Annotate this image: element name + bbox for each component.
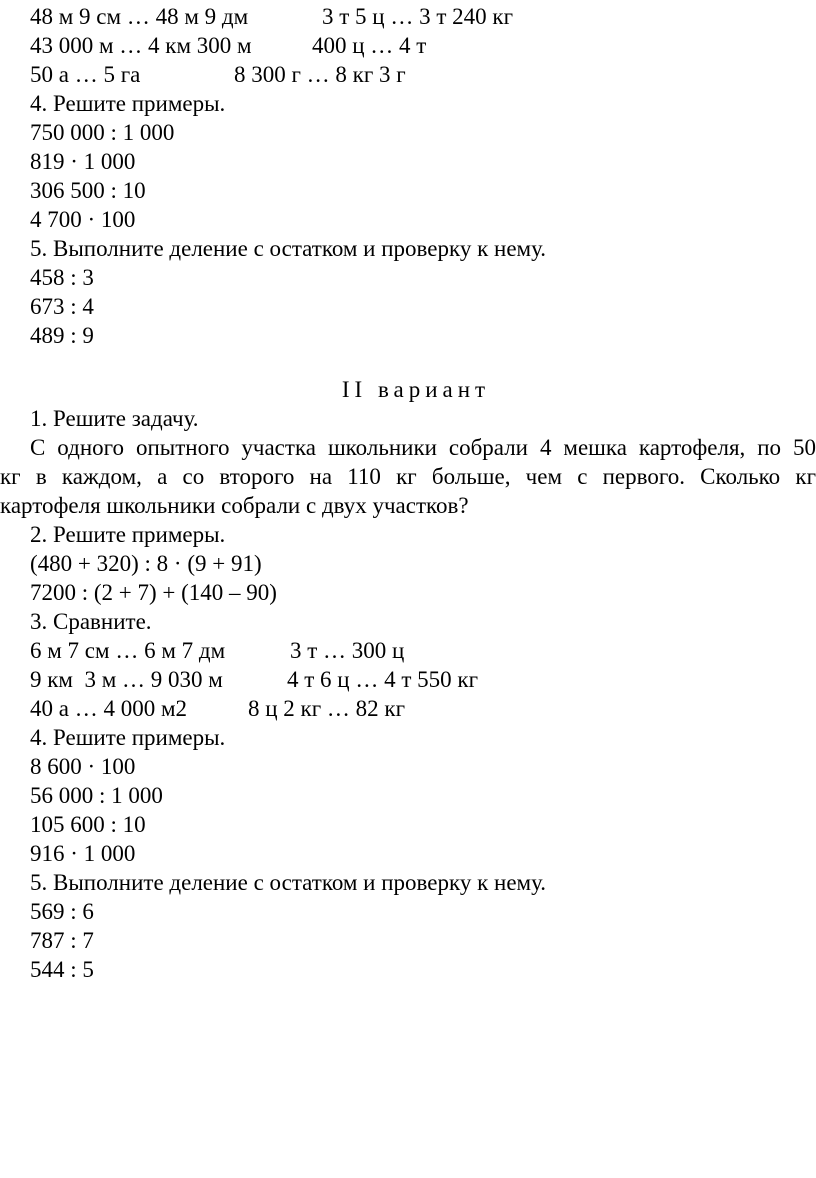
example-item: 4 700 · 100 [30,207,136,232]
task-title: 1. Решите задачу. [30,406,199,431]
task-title: 2. Решите примеры. [30,522,226,547]
compare-left: 48 м 9 см … 48 м 9 дм [30,4,249,29]
compare-left: 9 км 3 м … 9 030 м [30,667,223,692]
task-title: 5. Выполните деление с остатком и проверку к нему. [30,236,547,261]
compare-left: 6 м 7 см … 6 м 7 дм [30,638,226,663]
compare-row [0,665,816,694]
compare-row [0,694,816,723]
division-item: 787 : 7 [30,928,94,953]
compare-row [0,31,816,60]
compare-row [0,636,816,665]
problem-text-line: картофеля школьники собрали с двух участков? [0,493,469,518]
task-title: 5. Выполните деление с остатком и проверку к нему. [30,870,547,895]
compare-right: 400 ц … 4 т [312,33,427,58]
division-item: 489 : 9 [30,323,94,348]
division-item: 458 : 3 [30,265,94,290]
compare-right: 3 т … 300 ц [290,638,405,663]
compare-row [0,2,816,31]
problem-text-line: С одного опытного участка школьники собрали 4 мешка картофеля, по 50 [30,435,816,460]
compare-right: 8 300 г … 8 кг 3 г [234,62,406,87]
compare-row [0,60,816,89]
example-item: 916 · 1 000 [30,841,136,866]
task-title: 4. Решите примеры. [30,91,226,116]
expression-item: 7200 : (2 + 7) + (140 – 90) [30,580,277,605]
compare-right: 3 т 5 ц … 3 т 240 кг [322,4,514,29]
task-title: 3. Сравните. [30,609,152,634]
example-item: 56 000 : 1 000 [30,783,163,808]
compare-left: 43 000 м … 4 км 300 м [30,33,252,58]
task-title: 4. Решите примеры. [30,725,226,750]
compare-left: 40 а … 4 000 м2 [30,696,188,721]
example-item: 8 600 · 100 [30,754,136,779]
expression-item: (480 + 320) : 8 · (9 + 91) [30,551,262,576]
problem-text-line: кг в каждом, а со второго на 110 кг больше, чем с первого. Сколько кг [0,464,816,489]
example-item: 750 000 : 1 000 [30,120,175,145]
compare-left: 50 а … 5 га [30,62,141,87]
example-item: 819 · 1 000 [30,149,136,174]
example-item: 306 500 : 10 [30,178,146,203]
compare-right: 8 ц 2 кг … 82 кг [248,696,406,721]
division-item: 569 : 6 [30,899,94,924]
variant-heading: II вариант [341,377,491,402]
example-item: 105 600 : 10 [30,812,146,837]
division-item: 544 : 5 [30,957,94,982]
division-item: 673 : 4 [30,294,94,319]
compare-right: 4 т 6 ц … 4 т 550 кг [287,667,479,692]
